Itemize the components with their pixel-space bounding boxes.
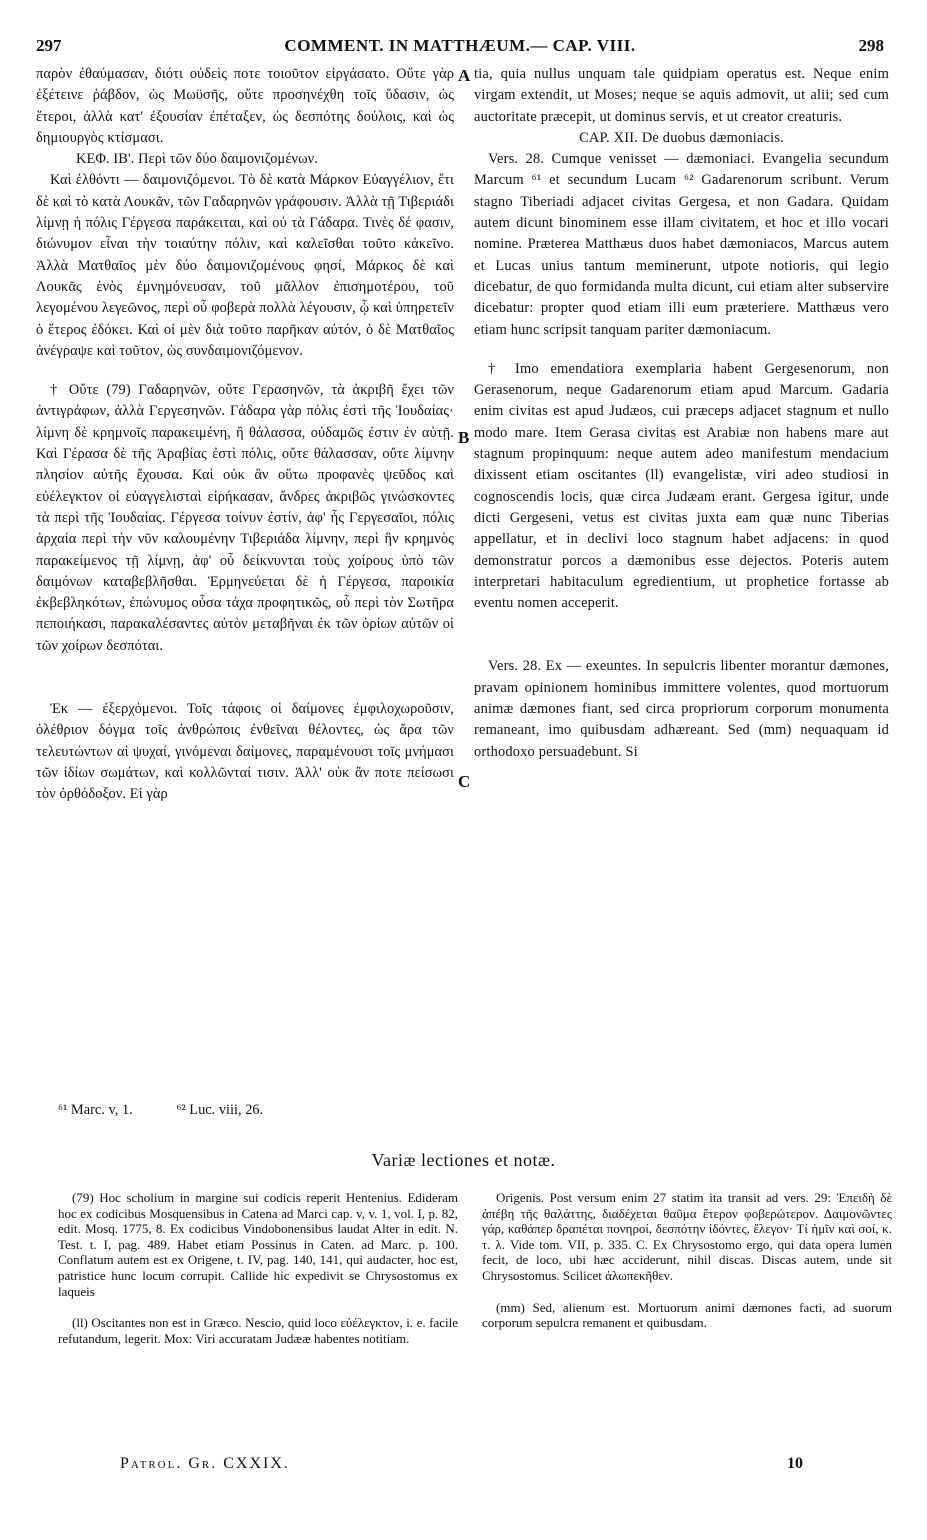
right-page-number: 298 [858,36,884,55]
latin-paragraph-5: Vers. 28. Ex — exeuntes. In sepulcris libenter morantur dæmones, pravam opinionem hominibus immittere volentes, quod mortuorum animæ dæmones fiant, sed circa propriorum corporum monumenta remaneant, imo quibusdam adhæreant. Sed (mm) nequaquam id orthodoxo persuadebunt. Si [474,658,889,760]
margin-marker-a: A [458,66,471,85]
latin-chapter-heading: CAP. XII. De duobus dæmoniacis. [579,129,784,146]
note-79-continued: Origenis. Post versum enim 27 statim ita transit ad vers. 29: Ἐπειδὴ δὲ ἀπέβη τῆς θαλάττης, διαδέχεται θαῦμα ἕτερον φοβερώτερον. Δαιμονῶντες γάρ, καθάπερ δραπέται πονηροί, δεσπότην ἰδόντες, ἔλεγον· Τί ἡμῖν καὶ σοί, κ. τ. λ. Vide tom. VII, p. 335. C. Ex Chrysostomo ergo, qui data opera lumen fecit, de loco, ubi hæc acciderunt, nihil discas. Discas autem, unde sit Chrysostomus. Scilicet ἀλωπεκῆθεν. [482,1190,892,1283]
footnote-62: ⁶² Luc. viii, 26. [176,1102,264,1118]
greek-scholium: † Οὔτε (79) Γαδαρηνῶν, οὔτε Γερασηνῶν, τὰ ἀκριβῆ ἔχει τῶν ἀντιγράφων, ἀλλὰ Γεργεσηνῶν. Γάδαρα γὰρ πόλις ἐστὶ τῆς Ἰουδαίας· λίμνη δὲ κρημνοῖς παρακειμένη, ἢ θάλασσα, οὐδαμῶς ἐστιν ἐν αὐτῇ. Καὶ Γέρασα δὲ τῆς Ἀραβίας ἐστὶ πόλις, οὔτε θάλασσαν, οὔτε λίμνην πλησίον αὐτῆς ἔχουσα. Καὶ οὐκ ἂν οὕτω προφανὲς ψεῦδος καὶ εὐέλεγκτον οἱ εὐαγγελισταὶ εἰρήκασαν, ἄνδρες ἀκριβῶς γινώσκοντες τὰ περὶ τῆς Ἰουδαίας. Γέργεσα τοίνυν ἐστίν, ἀφ' ἧς Γεργεσαῖοι, πόλις ἀρχαία περὶ τὴν νῦν καλουμένην Τιβεριάδα λίμνην, περὶ ἣν κρημνὸς παρακείμενος τῇ λίμνῃ, ἀφ' οὗ δείκνυνται τοὺς χοίρους ὑπὸ τῶν δαιμόνων καταβεβλῆσθαι. Ἑρμηνεύεται δὲ ἡ Γέργεσα, παροικία ἐκβεβληκότων, ἐπώνυμος οὖσα τάχα προφητικῶς, οὗ περὶ τὸν Σωτῆρα πεποιήκασι, παρακαλέσαντες αὐτὸν μεταβῆναι ἐκ τῶν ὁρίων αὐτῶν οἱ τῶν χοίρων δεσπόται. [36,382,454,654]
footnote-row [58,1102,478,1119]
left-page-number: 297 [36,36,62,55]
note-79: (79) Hoc scholium in margine sui codicis reperit Hentenius. Edideram hoc ex codicibus Mosquensibus in Catena ad Marci cap. v, v. 1, vol. I, p. 82, edit. Mosq. 1775, 8. Ex codicibus Vindobonensibus laudat Alter in edit. N. Test. t. I, pag. 489. Habet etiam Possinus in Caten. ad Marc. p. 100. Conflatum autem est ex Origene, t. IV, pag. 140, 141, qui audacter, hoc est, patristice hunc locum corrupit. Callide hic expedivit se Chrysostomus ex laqueis [58,1190,458,1299]
running-title: COMMENT. IN MATTHÆUM.— CAP. VIII. [284,36,636,55]
greek-paragraph-5: Ἐκ — ἐξερχόμενοι. Τοῖς τάφοις οἱ δαίμονες ἐμφιλοχωροῦσιν, ὀλέθριον δόγμα τοῖς ἀνθρώποις ἐνθεῖναι θέλοντες, ὡς ἄρα τῶν τελευτώντων αἱ ψυχαί, γινόμεναι δαίμονες, παραμένουσι τοῖς μνήμασι τῶν ἰδίων σωμάτων, καὶ κολλῶνταί τισιν. Ἀλλ' οὐκ ἄν ποτε πείσωσι τὸν ὀρθόδοξον. Εἰ γὰρ [36,701,454,803]
latin-column [474,64,889,1094]
notes-right-column [482,1190,892,1440]
margin-marker-c: C [458,772,471,791]
greek-column [36,64,454,1094]
note-ll: (ll) Oscitantes non est in Græco. Nescio, quid loco εὐέλεγκτον, i. e. facile refutandum, legerit. Mox: Viri accuratam Judææ habentes notitiam. [58,1315,458,1346]
greek-paragraph-3: Καὶ ἐλθόντι — δαιμονιζόμενοι. Τὸ δὲ κατὰ Μάρκον Εὐαγγέλιον, ἔτι δὲ καὶ τὸ κατὰ Λουκᾶν, τῶν Γαδαρηνῶν γράφουσιν. Ἀλλὰ τῇ Τιβεριάδι λίμνῃ ἡ πόλις Γέργεσα παράκειται, καὶ οὐ τὰ Γάδαρα. Τινὲς δέ φασιν, διώνυμον εἶναι τὴν τοιαύτην πόλιν, καὶ καλεῖσθαι τοῦτο κἀκεῖνο. Ἀλλὰ Ματθαῖος μὲν δύο δαιμονιζομένους φησί, Μάρκος δὲ καὶ Λουκᾶς ἑνὸς ἐμνημόνευσαν, τοῦ μᾶλλον ἐπισημοτέρου, τοῦ λεγομένου λεγεῶνος, περὶ οὗ φοβερὰ πολλὰ λέγουσιν, ᾧ καὶ ὑπηρετεῖν ὁ ἕτερος ἐδόκει. Καὶ οἱ μὲν διὰ τοῦτο παρῆκαν αὐτόν, ὁ δὲ Ματθαῖος ἀνέγραψε καὶ τοῦτον, ὡς συνδαιμονιζόμενον. [36,172,454,359]
running-header [36,36,884,60]
notes-left-column [58,1190,458,1440]
page-footer [0,1455,927,1481]
margin-marker-b: B [458,428,470,447]
note-mm: (mm) Sed, alienum est. Mortuorum animi dæmones facti, ad suorum corporum sepulcra remanent et quibusdam. [482,1299,892,1331]
variae-lectiones-heading: Variæ lectiones et notæ. [371,1150,556,1170]
latin-paragraph-3: Vers. 28. Cumque venisset — dæmoniaci. Evangelia secundum Marcum ⁶¹ et secundum Lucam ⁶² Gadarenorum scribunt. Verum stagno Tiberiadi adjacet civitas Gergesa, et non Gadara. Quidam autem dicunt binominem esse illam civitatem, et hoc et illo vocari nomine. Præterea Matthæus duos habet dæmoniacos, Marcus autem et Lucas unius tantum meminerunt, utpote notioris, qui legio dicebatur, de quo formidanda multa dicunt, cui etiam alter subservire dicebatur: propter quod etiam illi eum præteriere. Matthæus vero etiam hunc scripsit tanquam pariter dæmoniacum. [474,151,889,338]
signature-mark: Patrol. Gr. CXXIX. [120,1455,290,1472]
gathering-number: 10 [787,1455,803,1472]
footnote-61: ⁶¹ Marc. v, 1. [58,1102,133,1118]
greek-chapter-heading: ΚΕΦ. ΙΒ'. Περὶ τῶν δύο δαιμονιζομένων. [76,151,318,168]
greek-paragraph-1: παρὸν ἐθαύμασαν, διότι οὐδεὶς ποτε τοιοῦτον εἰργάσατο. Οὔτε γὰρ ἐξέτεινε ῥάβδον, ὡς Μωϋσῆς, οὔτε προσηνέχθη τοῖς ὕδασιν, ὡς ἕτεροι, ἀλλὰ κατ' ἐξουσίαν ἐπέταξεν, ὡς δεσπότης δούλοις, καὶ ὡς δημιουργὸς κτίσμασι. [36,66,454,146]
latin-paragraph-1: tia, quia nullus unquam tale quidpiam operatus est. Neque enim virgam extendit, ut Moses; neque se aquis admovit, ut alii; sed cum auctoritate præcepit, ut dominus servis, et ut creator creaturis. [474,66,889,125]
latin-scholium: † Imo emendatiora exemplaria habent Gergesenorum, non Gerasenorum, neque Gadarenorum etiam apud Marcum. Gadaria enim civitas est apud Judæos, cui præceps adjacet stagnum et nullo modo mare. Item Gerasa civitas est Arabiæ non habens mare aut stagnum propinquum: neque autem adeo manifestum mendacium dixissent etiam oscitantes (ll) evangelistæ, viri adeo studiosi in cognoscendis locis, quæ circa Judæam erant. Gergesa igitur, unde dicti Gergeseni, vetus est civitas juxta eam quæ nunc Tiberias appellatur, et in declivi loco stagnum habet adjacens: in quod demonstratur porcos a dæmonibus esse dejectos. Poteris autem interpretari habitaculum egredientium, ut prophetice fortasse ab eventu nomen acceperit. [474,360,889,612]
